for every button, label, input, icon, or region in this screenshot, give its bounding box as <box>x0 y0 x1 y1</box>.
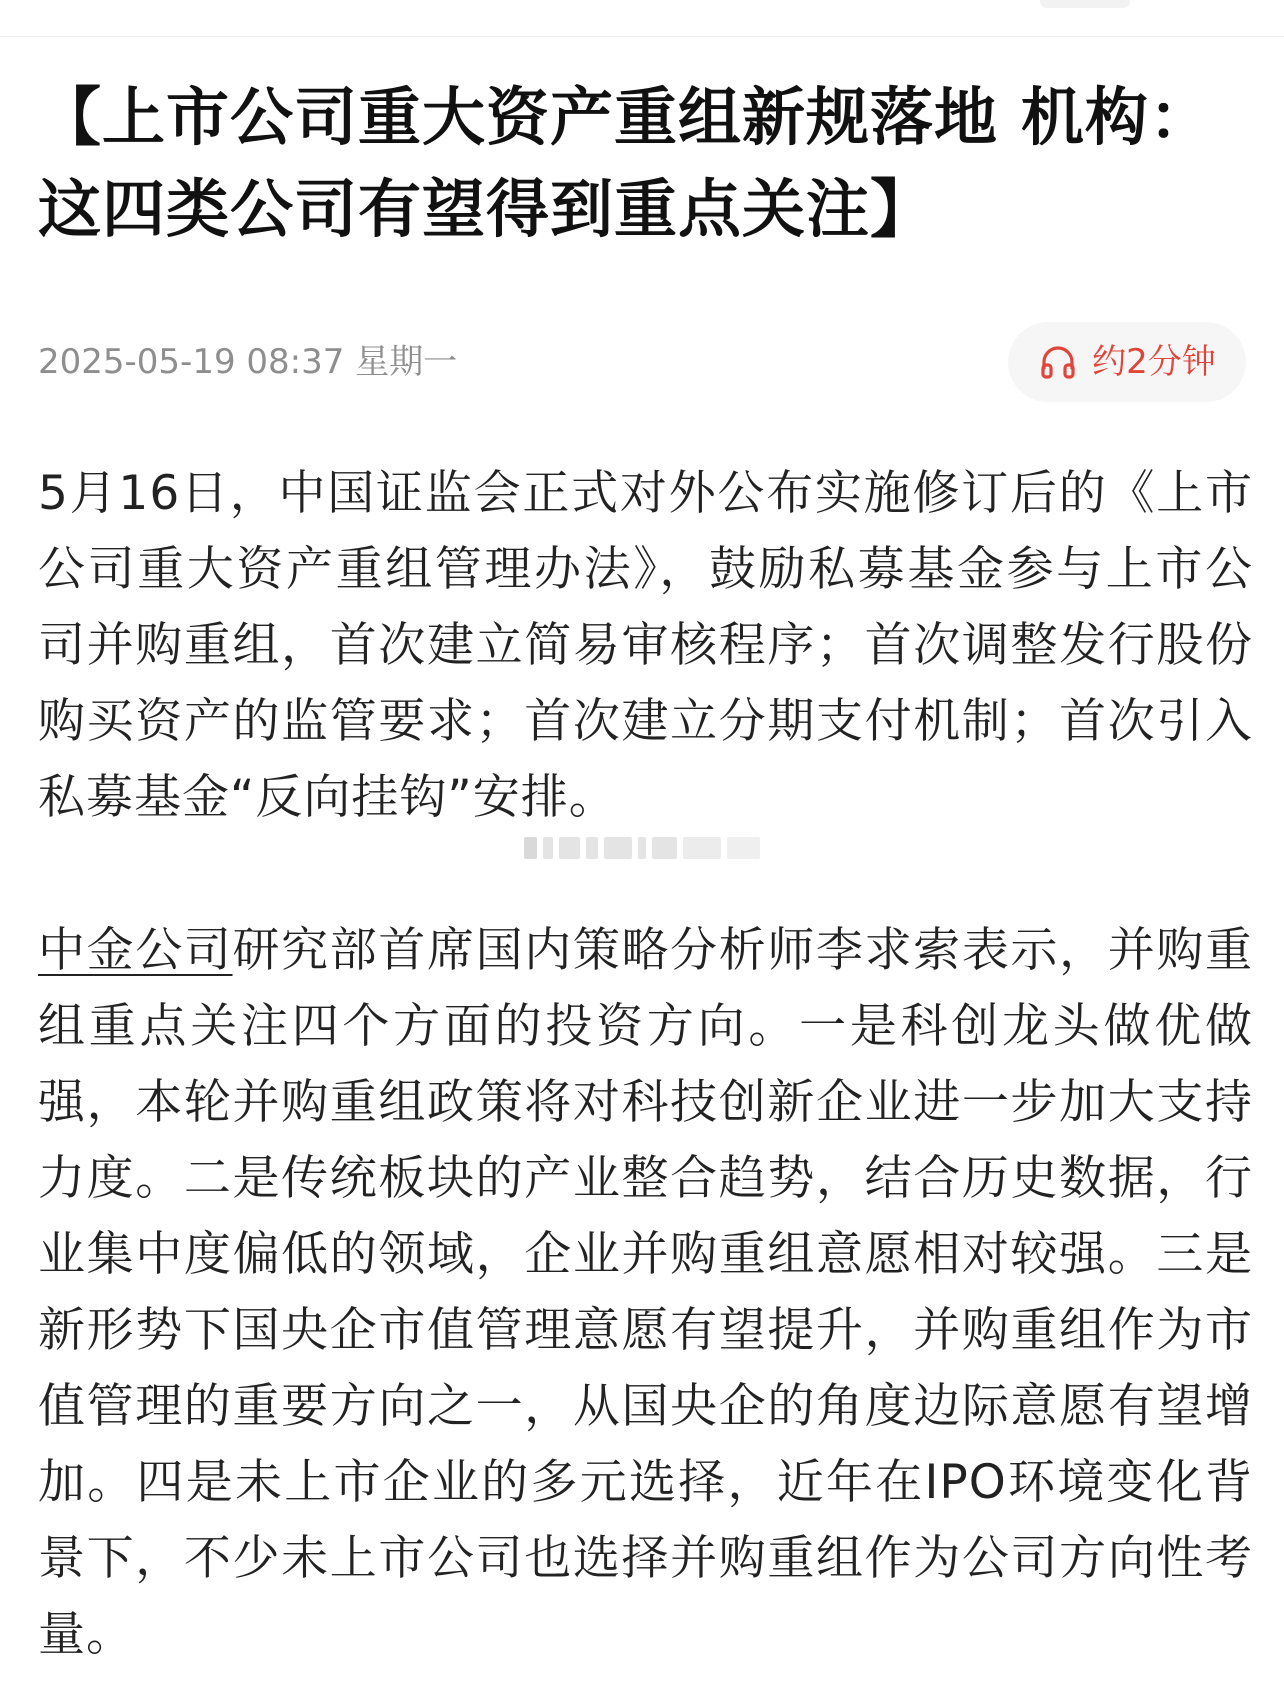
article-title: 【上市公司重大资产重组新规落地 机构：这四类公司有望得到重点关注】 <box>38 81 1213 246</box>
stock-link-cicc[interactable]: 中金公司 <box>38 923 233 978</box>
paragraph-2-text: 研究部首席国内策略分析师李求索表示，并购重组重点关注四个方面的投资方向。一是科创龙头做优做强，本轮并购重组政策将对科技创新企业进一步加大支持力度。二是传统板块的产业整合趋势，结合历史数据，行业集中度偏低的领域，企业并购重组意愿相对较强。三是新形势下国央企市值管理意愿有望提升，并购重组作为市值管理的重要方向之一，从国央企的角度边际意愿有望增加。四是未上市企业的多元选择，近年在IPO环境变化背景下，不少未上市公司也选择并购重组作为公司方向性考量。 <box>38 923 1253 1662</box>
top-strip <box>0 0 1284 37</box>
headphones-icon <box>1038 342 1078 382</box>
article-paragraph-2 <box>38 913 1253 1673</box>
listen-duration-label: 约2分钟 <box>1092 342 1216 382</box>
listen-button[interactable] <box>1008 322 1246 402</box>
watermark-divider-icon <box>524 836 760 860</box>
top-handle <box>1040 0 1130 8</box>
article-paragraph-1: 5月16日，中国证监会正式对外公布实施修订后的《上市公司重大资产重组管理办法》，鼓励私募基金参与上市公司并购重组，首次建立简易审核程序；首次调整发行股份购买资产的监管要求；首次建立分期支付机制；首次引入私募基金“反向挂钩”安排。 <box>38 466 1253 825</box>
article-meta <box>0 322 1284 402</box>
publish-date: 2025-05-19 08:37 星期一 <box>38 342 458 382</box>
